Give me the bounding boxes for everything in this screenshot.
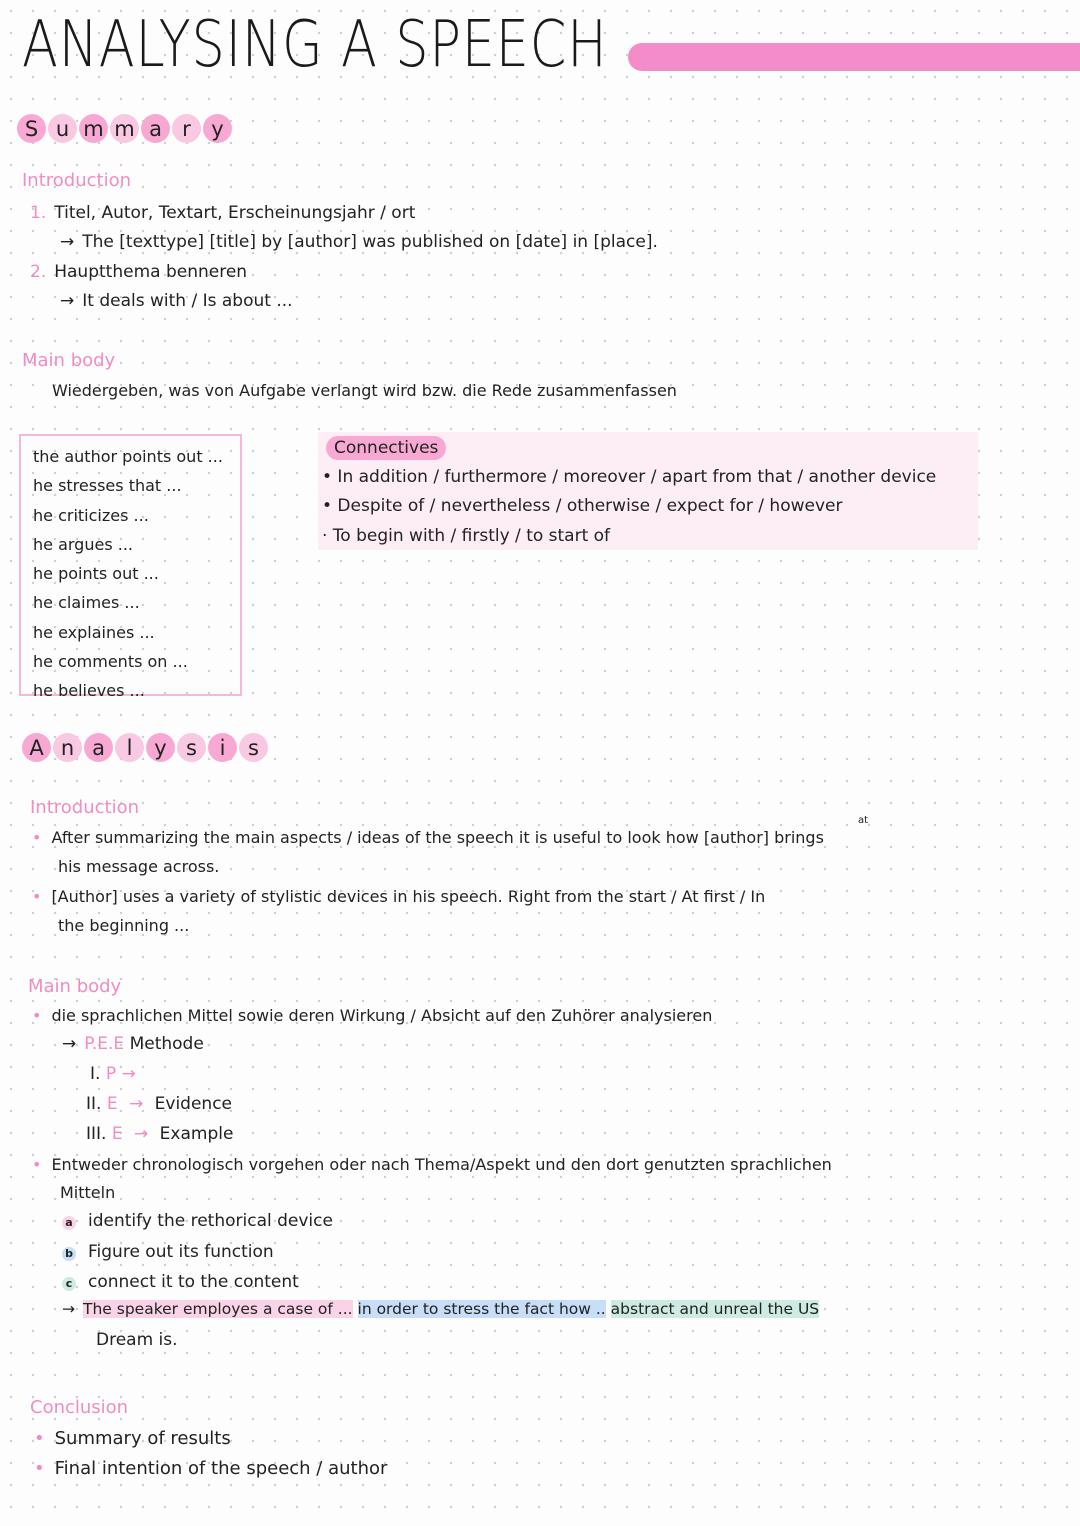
badge-a: a (62, 1216, 76, 1230)
analysis-letter: a (84, 733, 113, 762)
summary-main-body-heading: Main body (22, 350, 116, 371)
step-text: connect it to the content (88, 1272, 299, 1292)
analysis-intro-heading: Introduction (30, 797, 140, 818)
conclusion-heading: Conclusion (30, 1397, 129, 1418)
step-letter: E (106, 1094, 118, 1114)
phrase-item: the author points out ... (33, 447, 223, 466)
bullet-icon: • (32, 828, 42, 847)
connectives-heading: Connectives (326, 436, 446, 460)
phrase-item: he comments on ... (33, 652, 188, 672)
bullet-icon: • (32, 1006, 42, 1025)
analysis-intro-bullet-1 (32, 828, 824, 847)
summary-intro-item-2 (30, 262, 247, 282)
analysis-heading (22, 733, 268, 762)
phrase-item: he criticizes ... (33, 505, 149, 525)
conclusion-text: Summary of results (54, 1428, 231, 1449)
step-text: Figure out its function (88, 1242, 274, 1262)
summary-letter: r (172, 114, 201, 143)
bullet-icon: • (34, 1458, 45, 1479)
analysis-letter: s (239, 733, 268, 762)
analysis-intro-bullet-2 (32, 887, 765, 906)
summary-letter: m (79, 114, 108, 143)
pee-letters: P.E.E (84, 1034, 125, 1054)
item-text: Hauptthema benneren (54, 262, 248, 282)
phrase-item: he stresses that ... (33, 476, 182, 496)
summary-intro-heading: Introduction (22, 170, 132, 191)
item-text: Titel, Autor, Textart, Erscheinungsjahr / ort (54, 203, 416, 223)
connectives-line: • In addition / furthermore / moreover / apart from that / another device (322, 467, 937, 487)
analysis-letter: s (177, 733, 206, 762)
step-b (62, 1242, 274, 1262)
pee-label: Methode (129, 1034, 204, 1054)
badge-b: b (62, 1247, 76, 1261)
step-roman: III. (86, 1124, 107, 1144)
pee-step (90, 1064, 136, 1084)
conclusion-text: Final intention of the speech / author (54, 1458, 388, 1479)
example-sentence (62, 1300, 819, 1318)
phrase-item: he argues ... (33, 534, 133, 554)
item-text: It deals with / Is about ... (82, 291, 293, 311)
highlight-blue: in order to stress the fact how .. (357, 1300, 606, 1318)
analysis-letter: y (146, 733, 175, 762)
title-underline-bar (628, 43, 1080, 71)
arrow-icon: → (129, 1094, 144, 1114)
connectives-line: · To begin with / firstly / to start of (322, 526, 611, 546)
conclusion-item (34, 1428, 231, 1449)
highlight-pink: The speaker employes a case of ... (83, 1300, 353, 1318)
analysis-letter: l (115, 733, 144, 762)
analysis-main-body-heading: Main body (28, 976, 122, 997)
pee-method (62, 1034, 204, 1054)
summary-intro-item-1-arrow (60, 232, 658, 252)
conclusion-item (34, 1458, 387, 1479)
item-number: 2. (30, 262, 47, 282)
paragraph-text: After summarizing the main aspects / ideas of the speech it is useful to look how [author] brings (51, 828, 824, 847)
summary-letter: S (17, 114, 46, 143)
summary-heading (17, 114, 232, 143)
summary-main-body-text: Wiedergeben, was von Aufgabe verlangt wird bzw. die Rede zusammenfassen (52, 381, 677, 400)
step-label: Example (159, 1124, 234, 1144)
pee-step (86, 1094, 232, 1114)
analysis-letter: A (22, 733, 51, 762)
step-a (62, 1211, 333, 1231)
phrase-item: he claimes ... (33, 593, 140, 613)
summary-letter: u (48, 114, 77, 143)
analysis-main-bullet-1 (32, 1006, 712, 1025)
arrow-icon: → (60, 291, 75, 311)
step-letter: P (105, 1064, 117, 1084)
paragraph-text: Entweder chronologisch vorgehen oder nach Thema/Aspekt und den dort genutzten sprachlichen (51, 1155, 832, 1174)
step-letter: E (111, 1124, 123, 1144)
arrow-icon: → (121, 1064, 136, 1084)
paragraph-text: [Author] uses a variety of stylistic devices in his speech. Right from the start / At first / In (51, 887, 766, 906)
phrase-item: he believes ... (33, 681, 145, 701)
analysis-main-bullet-2 (32, 1155, 832, 1174)
item-number: 1. (30, 203, 47, 223)
paragraph-text: die sprachlichen Mittel sowie deren Wirkung / Absicht auf den Zuhörer analysieren (51, 1006, 713, 1025)
correction-note: at (858, 815, 869, 826)
arrow-icon: → (134, 1124, 149, 1144)
paragraph-text: Mitteln (60, 1183, 116, 1202)
step-roman: II. (86, 1094, 102, 1114)
step-text: identify the rethorical device (88, 1211, 333, 1231)
arrow-icon: → (62, 1034, 77, 1054)
highlight-green: abstract and unreal the US (610, 1300, 820, 1318)
phrase-item: he points out ... (33, 564, 159, 584)
phrase-item: he explaines ... (33, 622, 155, 642)
bullet-icon: • (32, 887, 42, 906)
bullet-icon: • (34, 1428, 45, 1449)
summary-intro-item-1 (30, 203, 415, 223)
example-sentence-end: Dream is. (96, 1330, 178, 1350)
step-label: Evidence (154, 1094, 233, 1114)
analysis-letter: i (208, 733, 237, 762)
connectives-line: • Despite of / nevertheless / otherwise / expect for / however (322, 496, 843, 516)
summary-letter: y (203, 114, 232, 143)
badge-c: c (62, 1277, 76, 1291)
phrase-list-box (19, 434, 242, 701)
bullet-icon: • (32, 1155, 42, 1174)
summary-letter: m (110, 114, 139, 143)
pee-step (86, 1124, 233, 1144)
item-text: The [texttype] [title] by [author] was published on [date] in [place]. (82, 232, 658, 252)
summary-letter: a (141, 114, 170, 143)
step-c (62, 1272, 299, 1292)
paragraph-text: his message across. (58, 857, 220, 876)
arrow-icon: → (62, 1300, 75, 1318)
paragraph-text: the beginning ... (58, 916, 190, 935)
analysis-letter: n (53, 733, 82, 762)
page-title: ANALYSING A SPEECH (22, 8, 608, 82)
summary-intro-item-2-arrow (60, 291, 293, 311)
arrow-icon: → (60, 232, 75, 252)
step-roman: I. (90, 1064, 101, 1084)
